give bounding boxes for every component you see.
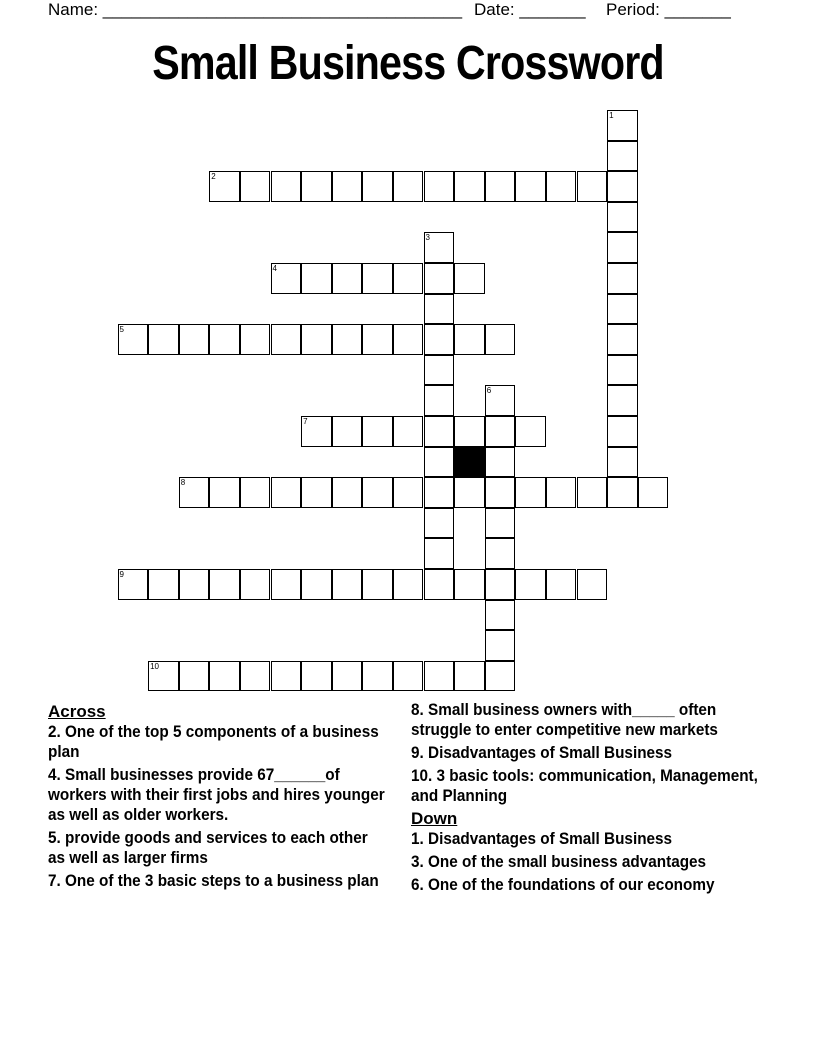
cell-number: 8 (180, 478, 186, 488)
crossword-cell[interactable] (424, 355, 455, 386)
crossword-cell[interactable] (454, 171, 485, 202)
crossword-cell[interactable] (179, 324, 210, 355)
clue-across-2 (48, 722, 388, 762)
crossword-cell[interactable] (179, 569, 210, 600)
crossword-cell[interactable] (607, 110, 638, 141)
crossword-cell[interactable] (209, 171, 240, 202)
crossword-cell[interactable] (454, 324, 485, 355)
crossword-cell[interactable] (485, 416, 516, 447)
clue-down-6 (411, 875, 771, 895)
crossword-cell[interactable] (485, 538, 516, 569)
across-heading: Across (48, 702, 106, 721)
clue-number: 2. (48, 722, 61, 741)
crossword-cell[interactable] (607, 202, 638, 233)
crossword-cell[interactable] (454, 661, 485, 692)
crossword-cell[interactable] (118, 569, 149, 600)
crossword-cell[interactable] (424, 294, 455, 325)
crossword-cell[interactable] (301, 171, 332, 202)
crossword-cell[interactable] (332, 661, 363, 692)
cell-number: 2 (211, 172, 216, 182)
crossword-cell[interactable] (485, 630, 516, 661)
clue-down-3 (411, 852, 771, 872)
clue-across-8 (411, 700, 771, 740)
cell-number: 5 (119, 325, 124, 335)
crossword-cell[interactable] (393, 324, 424, 355)
crossword-cell[interactable] (607, 355, 638, 386)
crossword-cell[interactable] (607, 232, 638, 263)
crossword-cell[interactable] (362, 171, 393, 202)
clue-number: 8. (411, 700, 424, 719)
crossword-cell[interactable] (485, 600, 516, 631)
crossword-cell[interactable] (209, 661, 240, 692)
crossword-cell[interactable] (515, 477, 546, 508)
crossword-cell[interactable] (301, 477, 332, 508)
clue-across-4 (48, 765, 388, 825)
crossword-cell[interactable] (332, 477, 363, 508)
crossword-cell[interactable] (332, 171, 363, 202)
clue-number: 7. (48, 871, 61, 890)
crossword-cell[interactable] (332, 416, 363, 447)
clue-across-5 (48, 828, 388, 868)
crossword-cell[interactable] (393, 171, 424, 202)
crossword-cell[interactable] (271, 263, 302, 294)
crossword-cell[interactable] (607, 447, 638, 478)
clue-across-9 (411, 743, 771, 763)
clue-number: 10. (411, 766, 433, 785)
crossword-cell[interactable] (485, 385, 516, 416)
crossword-cell[interactable] (209, 477, 240, 508)
crossword-cell[interactable] (424, 447, 455, 478)
crossword-cell[interactable] (515, 171, 546, 202)
clue-number: 5. (48, 828, 61, 847)
down-heading: Down (411, 809, 458, 828)
crossword-cell[interactable] (240, 324, 271, 355)
crossword-cell[interactable] (546, 477, 577, 508)
crossword-cell[interactable] (240, 477, 271, 508)
crossword-cell[interactable] (485, 661, 516, 692)
crossword-cell[interactable] (332, 569, 363, 600)
crossword-cell[interactable] (148, 661, 179, 692)
crossword-cell[interactable] (179, 661, 210, 692)
clue-text: provide goods and services to each other as well as larger firms (48, 828, 368, 867)
clue-text: Disadvantages of Small Business (428, 743, 673, 762)
crossword-cell[interactable] (424, 569, 455, 600)
cell-number: 10 (150, 661, 159, 671)
crossword-cell[interactable] (301, 569, 332, 600)
crossword-cell[interactable] (393, 416, 424, 447)
cell-number: 4 (272, 264, 277, 273)
blocked-cell (454, 447, 485, 478)
crossword-cell[interactable] (607, 385, 638, 416)
crossword-cell[interactable] (454, 416, 485, 447)
crossword-cell[interactable] (301, 263, 332, 294)
crossword-cell[interactable] (424, 263, 455, 294)
crossword-cell[interactable] (271, 569, 302, 600)
clue-number: 3. (411, 852, 424, 871)
cell-number: 1 (609, 111, 614, 120)
crossword-cell[interactable] (638, 477, 669, 508)
clue-text: 3 basic tools: communication, Management, and Planning (411, 766, 758, 805)
clue-text: One of the 3 basic steps to a business plan (65, 871, 379, 890)
crossword-cell[interactable] (301, 661, 332, 692)
crossword-cell[interactable] (577, 477, 608, 508)
crossword-cell[interactable] (485, 171, 516, 202)
crossword-cell[interactable] (271, 171, 302, 202)
crossword-cell[interactable] (271, 661, 302, 692)
crossword-cell[interactable] (424, 385, 455, 416)
crossword-cell[interactable] (424, 324, 455, 355)
page-title: Small Business Crossword (152, 37, 664, 90)
crossword-cell[interactable] (362, 477, 393, 508)
crossword-cell[interactable] (362, 263, 393, 294)
crossword-cell[interactable] (515, 416, 546, 447)
crossword-cell[interactable] (393, 477, 424, 508)
crossword-cell[interactable] (271, 477, 302, 508)
crossword-cell[interactable] (332, 263, 363, 294)
clues-left-column (48, 700, 388, 894)
crossword-cell[interactable] (362, 416, 393, 447)
crossword-cell[interactable] (607, 263, 638, 294)
crossword-cell[interactable] (607, 416, 638, 447)
name-field-label: Name: ______________________________________ (48, 0, 463, 19)
crossword-cell[interactable] (607, 141, 638, 172)
crossword-cell[interactable] (485, 508, 516, 539)
crossword-cell[interactable] (240, 661, 271, 692)
clues-right-column (411, 700, 771, 898)
crossword-cell[interactable] (424, 477, 455, 508)
crossword-cell[interactable] (179, 477, 210, 508)
crossword-cell[interactable] (332, 324, 363, 355)
crossword-cell[interactable] (485, 324, 516, 355)
clue-number: 9. (411, 743, 424, 762)
clue-text: Small business owners with_____ often struggle to enter competitive new markets (411, 700, 718, 739)
clue-text: Small businesses provide 67______of workers with their first jobs and hires younger as well as older workers. (48, 765, 385, 824)
clue-text: One of the small business advantages (428, 852, 707, 871)
crossword-cell[interactable] (148, 324, 179, 355)
crossword-cell[interactable] (240, 171, 271, 202)
cell-number: 3 (425, 233, 430, 243)
crossword-cell[interactable] (240, 569, 271, 600)
crossword-cell[interactable] (607, 294, 638, 325)
crossword-cell[interactable] (148, 569, 179, 600)
crossword-cell[interactable] (454, 263, 485, 294)
period-field-label: Period: _______ (606, 0, 731, 19)
crossword-cell[interactable] (118, 324, 149, 355)
clue-number: 6. (411, 875, 424, 894)
crossword-cell[interactable] (546, 171, 577, 202)
crossword-cell[interactable] (424, 538, 455, 569)
crossword-cell[interactable] (209, 569, 240, 600)
crossword-cell[interactable] (454, 477, 485, 508)
crossword-cell[interactable] (546, 569, 577, 600)
crossword-cell[interactable] (424, 232, 455, 263)
crossword-cell[interactable] (301, 324, 332, 355)
crossword-cell[interactable] (485, 477, 516, 508)
crossword-cell[interactable] (393, 263, 424, 294)
crossword-cell[interactable] (209, 324, 240, 355)
clue-across-10 (411, 766, 771, 806)
crossword-cell[interactable] (424, 171, 455, 202)
crossword-cell[interactable] (424, 661, 455, 692)
clue-text: One of the foundations of our economy (428, 875, 715, 894)
crossword-cell[interactable] (607, 171, 638, 202)
crossword-cell[interactable] (424, 416, 455, 447)
crossword-cell[interactable] (362, 661, 393, 692)
crossword-cell[interactable] (607, 477, 638, 508)
cell-number: 9 (119, 570, 124, 579)
crossword-cell[interactable] (485, 447, 516, 478)
crossword-cell[interactable] (577, 171, 608, 202)
crossword-cell[interactable] (301, 416, 332, 447)
crossword-cell[interactable] (362, 324, 393, 355)
crossword-cell[interactable] (515, 569, 546, 600)
clue-down-1 (411, 829, 771, 849)
crossword-cell[interactable] (485, 569, 516, 600)
crossword-cell[interactable] (607, 324, 638, 355)
crossword-cell[interactable] (271, 324, 302, 355)
cell-number: 6 (486, 386, 492, 396)
crossword-cell[interactable] (577, 569, 608, 600)
crossword-cell[interactable] (393, 569, 424, 600)
clue-number: 4. (48, 765, 61, 784)
clue-text: Disadvantages of Small Business (428, 829, 673, 848)
crossword-cell[interactable] (424, 508, 455, 539)
date-field-label: Date: _______ (474, 0, 586, 19)
clue-text: One of the top 5 components of a business plan (48, 722, 379, 761)
clue-number: 1. (411, 829, 424, 848)
cell-number: 7 (303, 417, 308, 426)
crossword-cell[interactable] (393, 661, 424, 692)
crossword-cell[interactable] (454, 569, 485, 600)
crossword-cell[interactable] (362, 569, 393, 600)
clue-across-7 (48, 871, 388, 891)
